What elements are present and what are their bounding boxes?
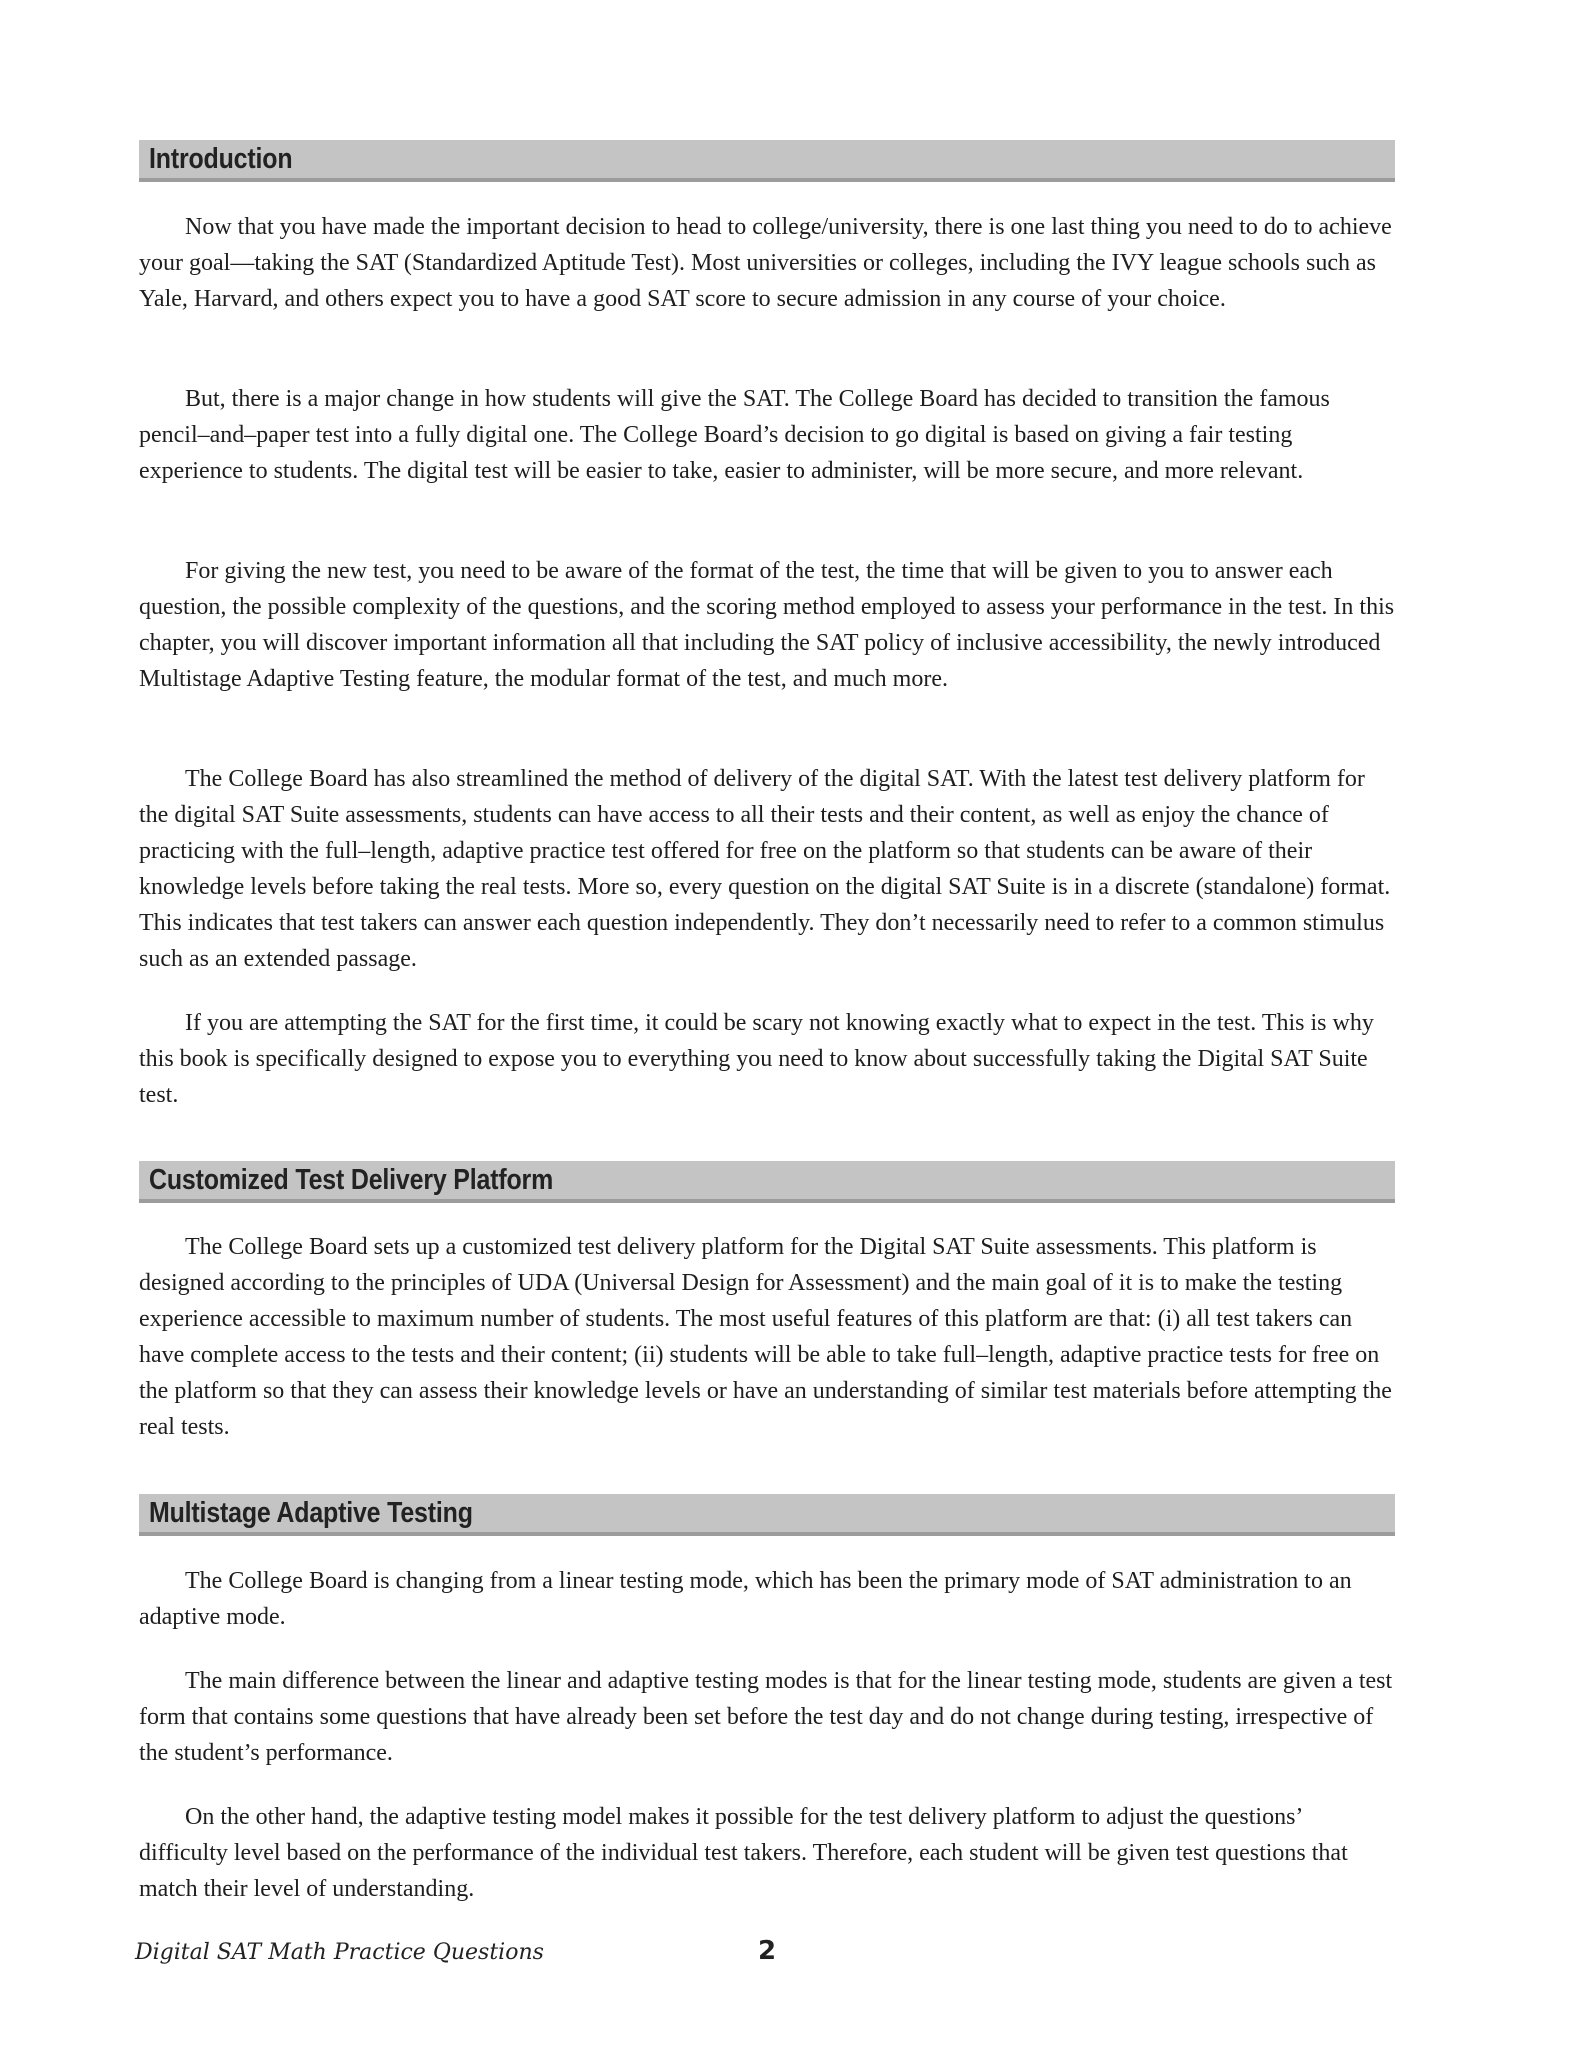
paragraph: The College Board sets up a customized test delivery platform for the Digital SAT Suite assessments. This platform is designed according to the principles of UDA (Universal Design for Assessment) and the main goal of it is to make the testing experience accessible to maximum number of students. The most useful features of this platform are that: (i) all test takers can have complete access to the tests and their content; (ii) students will be able to take full–length, adaptive practice tests for free on the platform so that they can assess their knowledge levels or have an understanding of similar test materials before attempting the real tests. <box>139 1234 1392 1440</box>
paragraph: But, there is a major change in how students will give the SAT. The College Board has decided to transition the famous pencil–and–paper test into a fully digital one. The College Board’s decision to go digital is based on giving a fair testing experience to students. The digital test will be easier to take, easier to administer, will be more secure, and more relevant. <box>139 386 1330 484</box>
paragraph: On the other hand, the adaptive testing model makes it possible for the test delivery platform to adjust the questions’ difficulty level based on the performance of the individual test takers. Therefore, each student will be given test questions that match their level of understanding. <box>139 1804 1348 1902</box>
section-heading-text: Multistage Adaptive Testing <box>149 1496 473 1529</box>
paragraph: The College Board is changing from a linear testing mode, which has been the primary mode of SAT administration to an adaptive mode. <box>139 1568 1352 1630</box>
paragraph: The main difference between the linear and adaptive testing modes is that for the linear testing mode, students are given a test form that contains some questions that have already been set before the test day and do not change during testing, irrespective of the student’s performance. <box>139 1668 1393 1766</box>
footer-book-title: Digital SAT Math Practice Questions <box>135 1940 544 1965</box>
section-heading-text: Customized Test Delivery Platform <box>149 1163 554 1196</box>
section-heading-introduction <box>139 140 1395 182</box>
section-heading-multistage-adaptive-testing <box>139 1494 1395 1536</box>
footer-page-number: 2 <box>758 1936 777 1966</box>
section-heading-customized-test-delivery-platform <box>139 1161 1395 1203</box>
paragraph: For giving the new test, you need to be aware of the format of the test, the time that will be given to you to answer each question, the possible complexity of the questions, and the scoring method employed to assess your performance in the test. In this chapter, you will discover important information all that including the SAT policy of inclusive accessibility, the newly introduced Multistage Adaptive Testing feature, the modular format of the test, and much more. <box>139 558 1395 692</box>
paragraph: If you are attempting the SAT for the first time, it could be scary not knowing exactly what to expect in the test. This is why this book is specifically designed to expose you to everything you need to know about successfully taking the Digital SAT Suite test. <box>139 1010 1374 1108</box>
section-heading-text: Introduction <box>149 142 293 175</box>
paragraph: Now that you have made the important decision to head to college/university, there is one last thing you need to do to achieve your goal—taking the SAT (Standardized Aptitude Test). Most universities or colleges, including the IVY league schools such as Yale, Harvard, and others expect you to have a good SAT score to secure admission in any course of your choice. <box>139 214 1392 312</box>
paragraph: The College Board has also streamlined the method of delivery of the digital SAT. With the latest test delivery platform for the digital SAT Suite assessments, students can have access to all their tests and their content, as well as enjoy the chance of practicing with the full–length, adaptive practice test offered for free on the platform so that students can be aware of their knowledge levels before taking the real tests. More so, every question on the digital SAT Suite is in a discrete (standalone) format. This indicates that test takers can answer each question independently. They don’t necessarily need to refer to a common stimulus such as an extended passage. <box>139 766 1391 972</box>
document-page <box>139 0 1395 2048</box>
